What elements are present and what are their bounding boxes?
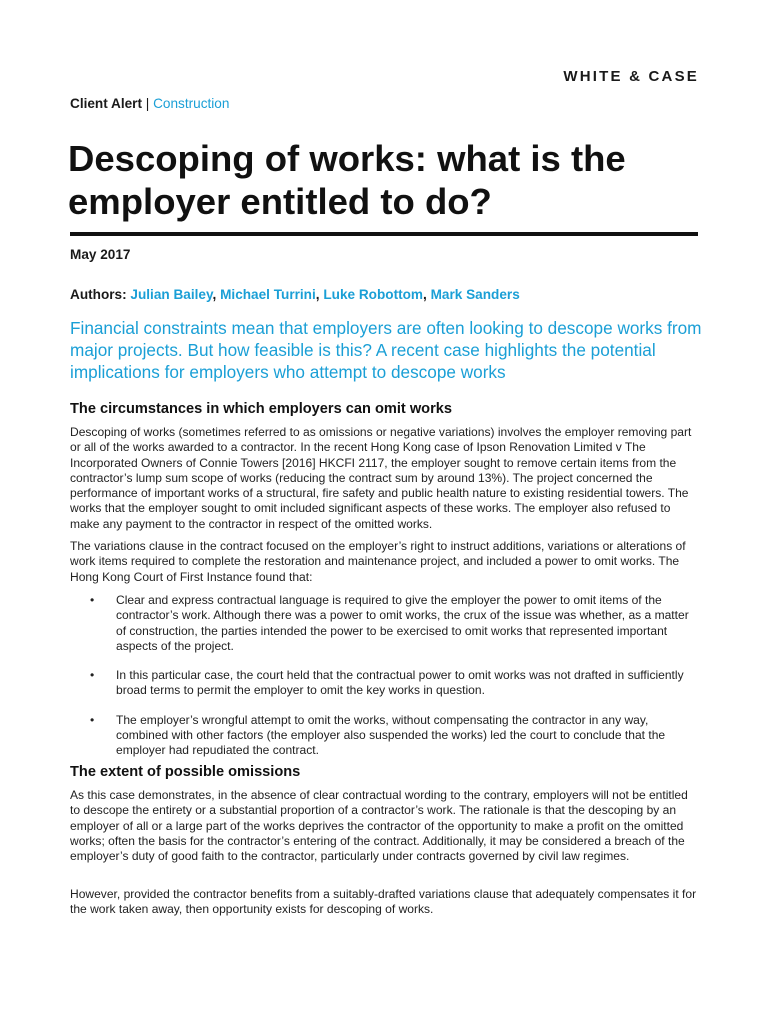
list-item <box>70 668 700 699</box>
alert-header <box>70 96 229 111</box>
list-item-text: Clear and express contractual language is required to give the employer the power to omit items of the contractor’s work. Although there was a power to omit works, the crux of the issue was whether, as a matter of construction, the parties intended the power to be exercised to omit works that represented important aspects of the project. <box>116 593 689 653</box>
list-item-text: In this particular case, the court held that the contractual power to omit works was not drafted in sufficiently broad terms to permit the employer to omit the key works in question. <box>116 668 684 698</box>
header-separator: | <box>142 96 154 111</box>
section-heading: The circumstances in which employers can omit works <box>70 401 452 417</box>
author-link[interactable]: Michael Turrini <box>220 287 316 302</box>
bullet-icon: • <box>90 593 95 607</box>
list-item-text: The employer’s wrongful attempt to omit the works, without compensating the contractor in any way, combined with other factors (the employer also suspended the works) led the court to conclude that the employer had repudiated the contract. <box>116 712 666 758</box>
author-link[interactable]: Luke Robottom <box>323 287 424 302</box>
authors-line: Authors: Julian Bailey, Michael Turrini, Luke Robottom, Mark Sanders <box>70 287 520 302</box>
alert-category-link[interactable]: Construction <box>153 96 230 111</box>
intro-standfirst: Financial constraints mean that employers are often looking to descope works from major projects. But how feasible is this? A recent case highlights the potential implications for employers who attempt to descope works <box>70 318 702 382</box>
body-paragraph: As this case demonstrates, in the absence of clear contractual wording to the contrary, employers will not be entitled to descope the entirety or a substantial proportion of a contractor’s work. The rationale is that the descoping by an employer of all or a large part of the works deprives the contractor of the opportunity to make a profit on the omitted works; often the basis for the contractor’s entering of the contract. Additionally, it may be considered a breach of the employer’s duty of good faith to the contractor, particularly under contracts governed by civil law regimes. <box>70 788 688 864</box>
section-heading: The extent of possible omissions <box>70 764 301 780</box>
body-paragraph: The variations clause in the contract focused on the employer’s right to instruct additions, variations or alterations of work items required to complete the restoration and maintenance project, and included a power to omit works. The Hong Kong Court of First Instance found that: <box>70 539 686 584</box>
body-paragraph: Descoping of works (sometimes referred to as omissions or negative variations) involves the employer removing part or all of the works awarded to a contractor. In the recent Hong Kong case of Ipson Renovation Limited v The Incorporated Owners of Connie Towers [2016] HKCFI 2117, the employer sought to remove certain items from the contractor’s lump sum scope of works (reducing the contract sum by around 13%). The project concerned the performance of important works of a structural, fire safety and public health nature to existing residential towers. The works that the employer sought to omit included significant aspects of these works. The employer also refused to make any payment to the contractor in respect of the omitted works. <box>70 425 692 531</box>
authors-label: Authors: <box>70 287 127 302</box>
list-item <box>70 713 700 759</box>
publication-date: May 2017 <box>70 247 131 262</box>
bullet-icon: • <box>90 712 95 727</box>
body-paragraph: However, provided the contractor benefits from a suitably-drafted variations clause that adequately compensates it for the work taken away, then opportunity exists for descoping of works. <box>70 887 697 917</box>
alert-type: Client Alert <box>70 96 143 111</box>
bullet-icon: • <box>90 668 95 683</box>
page-title: Descoping of works: what is the employer entitled to do? <box>68 138 626 222</box>
list-item <box>70 593 700 654</box>
author-link[interactable]: Julian Bailey <box>130 287 213 302</box>
findings-list <box>70 593 700 759</box>
author-link[interactable]: Mark Sanders <box>430 287 520 302</box>
title-rule <box>70 232 698 236</box>
brand-logo: WHITE & CASE <box>563 68 699 85</box>
